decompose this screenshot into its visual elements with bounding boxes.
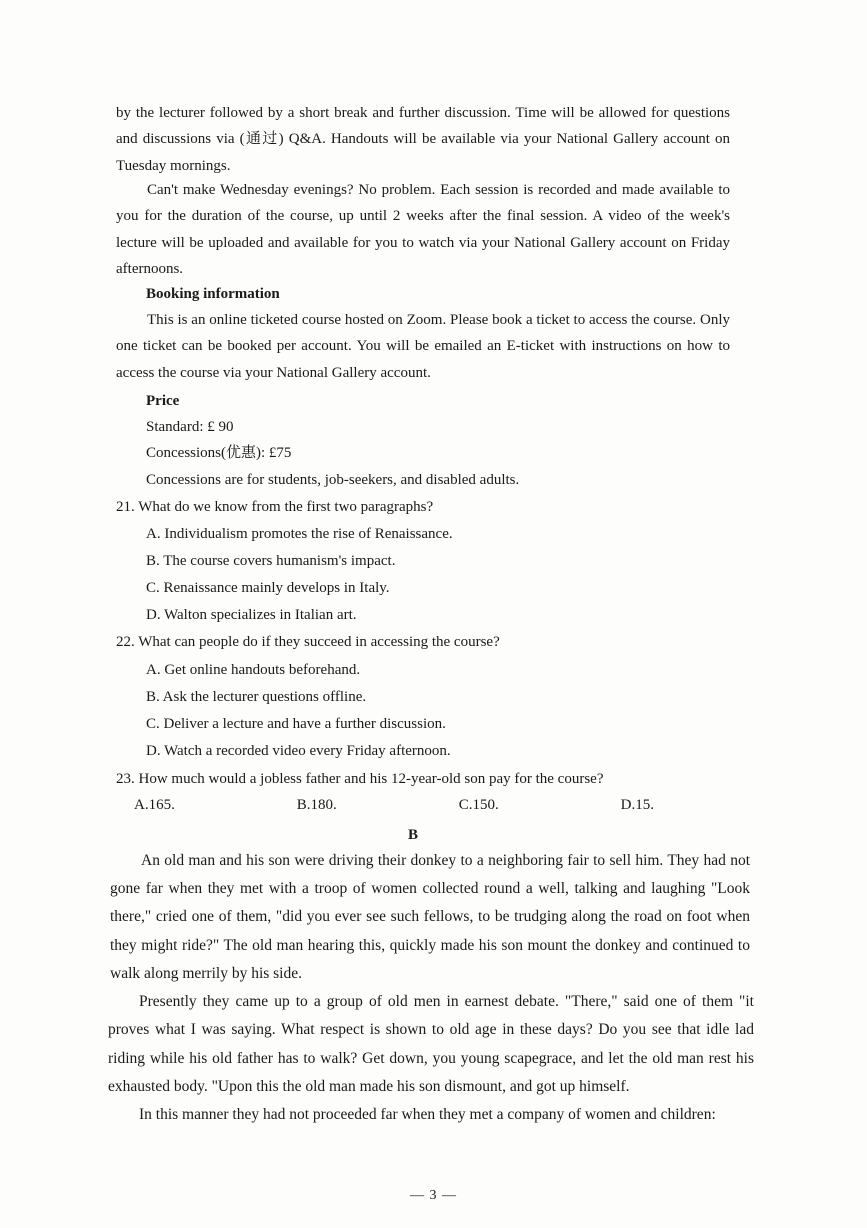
page-number: — 3 —: [410, 1188, 457, 1203]
question-22-option-d: D. Watch a recorded video every Friday afternoon.: [146, 743, 451, 759]
question-23-option-d: D.15.: [620, 797, 654, 813]
question-21-stem: 21. What do we know from the first two paragraphs?: [116, 499, 434, 515]
story-paragraph-1: An old man and his son were driving their donkey to a neighboring fair to sell him. They had not gone far when they met with a troop of women collected round a well, talking and laughing "Look there," cried one of them, "did you ever see such fellows, to be trudging along the road on foot when they might ride?" The old man hearing this, quickly made his son mount the donkey and continued to walk along merrily by his side.: [110, 852, 750, 982]
question-21-option-d: D. Walton specializes in Italian art.: [146, 607, 357, 623]
question-23-option-a: A.165.: [134, 797, 175, 813]
price-heading: Price: [146, 393, 180, 409]
question-23-option-c: C.150.: [458, 797, 499, 813]
question-23-option-b: B.180.: [296, 797, 337, 813]
story-paragraph-2: Presently they came up to a group of old men in earnest debate. "There," said one of them "it proves what I was saying. What respect is shown to old age in these days? Do you see that idle lad riding while his old father has to walk? Get down, you young scapegrace, and let the old man rest his exhausted body. "Upon this the old man made his son dismount, and got up himself.: [108, 993, 754, 1096]
price-standard: Standard: £ 90: [146, 419, 234, 435]
question-21-option-a: A. Individualism promotes the rise of Renaissance.: [146, 526, 453, 542]
question-21-option-c: C. Renaissance mainly develops in Italy.: [146, 580, 390, 596]
price-concessions: Concessions(优惠): £75: [146, 445, 292, 461]
question-21-option-b: B. The course covers humanism's impact.: [146, 553, 396, 569]
paragraph-recorded-sessions: Can't make Wednesday evenings? No problem. Each session is recorded and made available to you for the duration of the course, up until 2 weeks after the final session. A video of the week's lecture will be uploaded and available for you to watch via your National Gallery account on Friday afternoons.: [116, 182, 730, 277]
question-23-stem: 23. How much would a jobless father and his 12-year-old son pay for the course?: [116, 771, 604, 787]
paragraph-booking-info: This is an online ticketed course hosted on Zoom. Please book a ticket to access the course. Only one ticket can be booked per account. You will be emailed an E-ticket with instructions on how to access the course via your National Gallery account.: [116, 312, 730, 381]
section-b-label: B: [408, 827, 419, 843]
price-concessions-note: Concessions are for students, job-seekers, and disabled adults.: [146, 472, 520, 488]
question-22-stem: 22. What can people do if they succeed in accessing the course?: [116, 634, 500, 650]
question-23-options: [134, 797, 654, 814]
question-22-option-b: B. Ask the lecturer questions offline.: [146, 689, 367, 705]
question-22-option-c: C. Deliver a lecture and have a further discussion.: [146, 716, 446, 732]
paragraph-course-format: by the lecturer followed by a short break and further discussion. Time will be allowed for questions and discussions via (通过) Q&A. Handouts will be available via your National Gallery account on Tuesday mornings.: [116, 105, 730, 174]
question-22-option-a: A. Get online handouts beforehand.: [146, 662, 361, 678]
booking-heading: Booking information: [146, 286, 280, 302]
story-paragraph-3: In this manner they had not proceeded far when they met a company of women and children:: [139, 1106, 716, 1123]
